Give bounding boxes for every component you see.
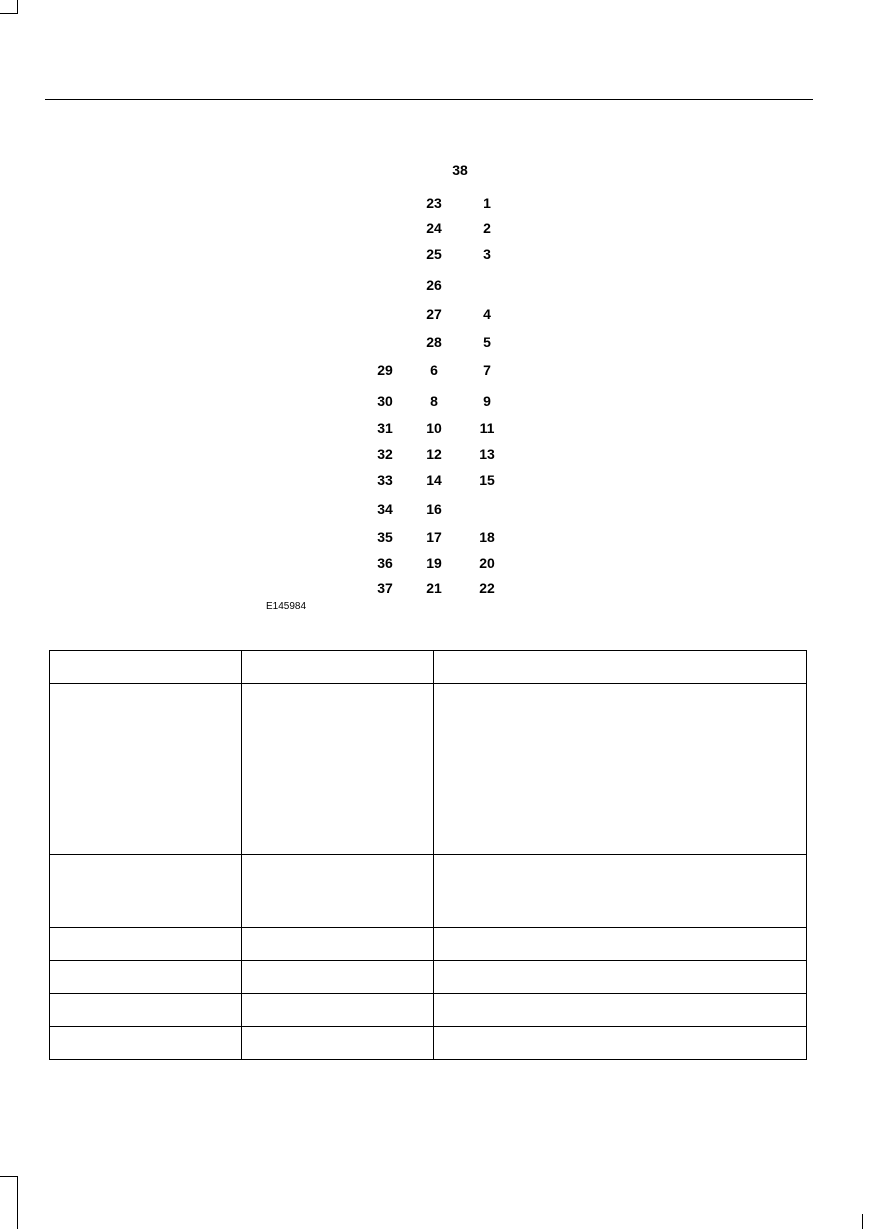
fuse-number-label: 35	[377, 529, 393, 545]
fuse-number-label: 26	[426, 277, 442, 293]
fuse-number-label: 12	[426, 446, 442, 462]
table-cell	[50, 994, 242, 1027]
table-cell	[242, 961, 434, 994]
fuse-number-label: 7	[483, 362, 491, 378]
fuse-number-label: 36	[377, 555, 393, 571]
fuse-number-label: 21	[426, 580, 442, 596]
fuse-number-label: 32	[377, 446, 393, 462]
fuse-number-label: 37	[377, 580, 393, 596]
table-row	[50, 961, 807, 994]
fuse-number-label: 24	[426, 220, 442, 236]
table-row	[50, 855, 807, 928]
table-cell	[242, 1027, 434, 1060]
fuse-number-label: 5	[483, 334, 491, 350]
crop-mark-bottom-right-v	[862, 1214, 863, 1229]
table-cell	[434, 994, 807, 1027]
fuse-number-label: 28	[426, 334, 442, 350]
fuse-number-label: 27	[426, 306, 442, 322]
fuse-number-label: 34	[377, 501, 393, 517]
table-cell	[434, 961, 807, 994]
table-cell	[434, 855, 807, 928]
fuse-number-label: 3	[483, 246, 491, 262]
fuse-number-label: 17	[426, 529, 442, 545]
fuse-number-label: 14	[426, 472, 442, 488]
table-cell	[50, 855, 242, 928]
table-cell	[242, 684, 434, 855]
fuse-number-label: 38	[452, 162, 468, 178]
table-cell	[242, 855, 434, 928]
table-cell	[50, 1027, 242, 1060]
fuse-number-label: 33	[377, 472, 393, 488]
table-cell	[434, 928, 807, 961]
fuse-number-label: 2	[483, 220, 491, 236]
table-cell	[50, 928, 242, 961]
fuse-number-label: 22	[479, 580, 495, 596]
fuse-number-label: 16	[426, 501, 442, 517]
table-header-cell	[242, 651, 434, 684]
crop-mark-bottom-left-v	[17, 1176, 18, 1229]
figure-id: E145984	[266, 601, 307, 612]
table-row	[50, 994, 807, 1027]
table-cell	[242, 928, 434, 961]
fuse-number-label: 19	[426, 555, 442, 571]
fuse-number-label: 11	[479, 420, 495, 436]
fuse-number-label: 31	[377, 420, 393, 436]
fuse-number-label: 6	[430, 362, 438, 378]
table-header-cell	[434, 651, 807, 684]
table-row	[50, 1027, 807, 1060]
table-cell	[434, 1027, 807, 1060]
fuse-number-label: 10	[426, 420, 442, 436]
fuse-number-label: 8	[430, 393, 438, 409]
table-cell	[50, 684, 242, 855]
crop-mark-bottom-left-h	[0, 1176, 18, 1177]
table-row	[50, 684, 807, 855]
fuse-number-label: 1	[483, 195, 491, 211]
fuse-number-label: 23	[426, 195, 442, 211]
table-cell	[434, 684, 807, 855]
fuse-number-label: 18	[479, 529, 495, 545]
fuse-number-label: 4	[483, 306, 491, 322]
fuse-number-label: 25	[426, 246, 442, 262]
table-cell	[50, 961, 242, 994]
fuse-number-label: 15	[479, 472, 495, 488]
fuse-number-label: 29	[377, 362, 393, 378]
table-cell	[242, 994, 434, 1027]
fuse-table	[49, 650, 807, 1060]
table-row	[50, 928, 807, 961]
fuse-number-label: 30	[377, 393, 393, 409]
table-header-row	[50, 651, 807, 684]
fuse-number-label: 20	[479, 555, 495, 571]
fuse-number-label: 13	[479, 446, 495, 462]
table-header-cell	[50, 651, 242, 684]
fuse-number-label: 9	[483, 393, 491, 409]
